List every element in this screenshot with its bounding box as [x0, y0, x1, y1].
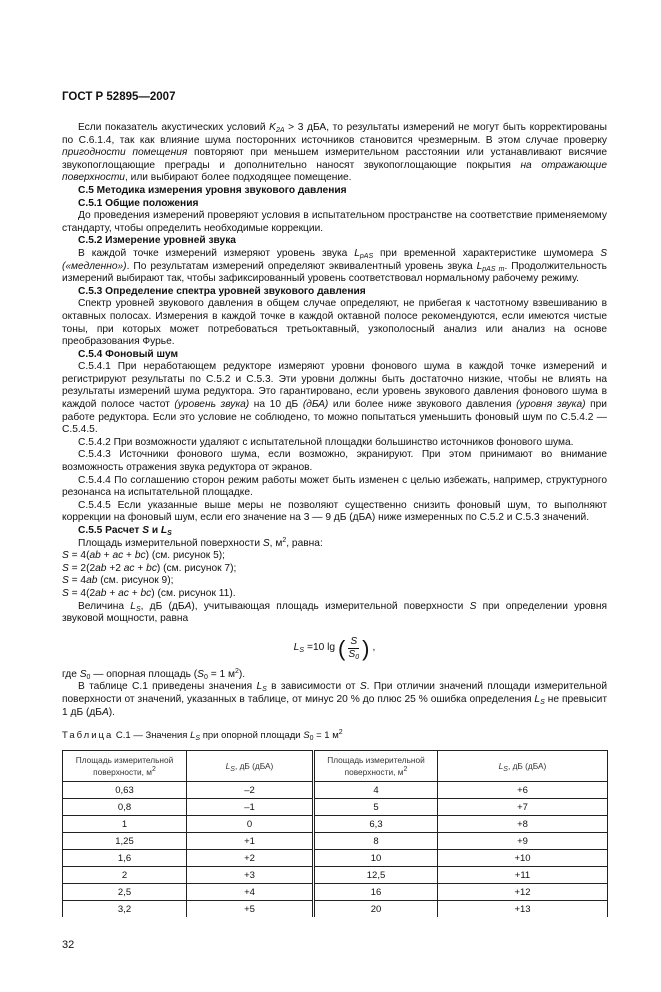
caption-mid: при опорной площади: [200, 730, 304, 742]
text-segment: С.5 Методика измерения уровня звукового давления: [78, 184, 347, 196]
paragraph: [62, 550, 607, 563]
table-cell: 0,63: [63, 782, 187, 799]
text-segment: . При отличии значений площади измерительной поверхности от значений, указанных в таблице, от минус 20 % до плюс 25 % ошибка определения: [62, 681, 608, 705]
text-segment: В каждой точке измерений измеряют уровень звука: [78, 247, 355, 259]
table-cell: 3,2: [63, 901, 187, 918]
text-segment: . По результатам измерений определяют эквивалентный уровень звука: [126, 260, 477, 272]
formula-lhs-sub: S: [299, 647, 304, 655]
text-segment: на отражающие поверхности: [62, 159, 607, 184]
den-sub: 0: [355, 654, 360, 662]
caption-end: = 1 м: [313, 730, 339, 742]
text-segment: и: [148, 525, 161, 536]
text-segment: S («медленно»): [62, 247, 607, 272]
text-segment: ) (см. рисунок 5);: [145, 550, 225, 562]
header-l-sub: S: [230, 766, 235, 774]
text-segment: ) (см. рисунок 11).: [151, 587, 236, 599]
text-segment: Величина: [78, 600, 131, 612]
text-segment: А: [101, 706, 109, 718]
header-area-1: [63, 751, 187, 782]
text-segment: = 1 м: [207, 668, 235, 680]
paren-right: ): [362, 635, 370, 661]
section-heading: [62, 198, 607, 211]
table-cell: 8: [314, 833, 438, 850]
text-segment: > 3 дБА, то результаты измерений не могут быть корректированы по С.6.1.4, так как влияние шума посторонних источников становится чрезмерным. В этом случае проверку: [62, 122, 607, 146]
text-segment: , м: [269, 537, 283, 549]
text-segment: ).: [238, 668, 246, 680]
paragraphs-section-2: [62, 669, 607, 719]
text-segment: = 2(2: [68, 562, 96, 574]
text-segment: L: [476, 260, 483, 272]
formula-lhs: L: [293, 642, 300, 654]
text-segment: pAS m: [482, 265, 505, 273]
text-segment: ab: [89, 550, 101, 562]
paragraph: [62, 210, 607, 235]
table-row: [63, 901, 608, 918]
table-row: [63, 782, 608, 799]
caption-l-sub: S: [195, 735, 201, 743]
table-cell: 1,25: [63, 833, 187, 850]
text-segment: S: [262, 686, 267, 694]
paragraph: [62, 500, 607, 525]
caption-s: S: [303, 730, 310, 742]
text-segment: L: [130, 600, 136, 612]
paren-left: (: [338, 635, 346, 661]
header-l-sub: S: [503, 766, 508, 774]
table-cell: +12: [438, 884, 608, 901]
caption-l: L: [190, 730, 196, 742]
table-cell: 10: [314, 850, 438, 867]
table-cell: 12,5: [314, 867, 438, 884]
table-row: [63, 867, 608, 884]
text-segment: K: [269, 122, 276, 133]
table-cell: 2: [63, 867, 187, 884]
text-segment: С.5.4.2 При возможности удаляют с испытательной площадки большинство источников фонового шума.: [78, 436, 574, 448]
table-cell: 6,3: [314, 816, 438, 833]
text-segment: , или выбирают более подходящее помещение.: [124, 172, 352, 184]
text-segment: +: [123, 550, 135, 562]
text-segment: +: [100, 550, 113, 562]
table-c1: [62, 750, 608, 917]
text-segment: ab: [95, 562, 107, 574]
text-segment: bc: [140, 587, 152, 599]
header-sup: 2: [151, 766, 156, 774]
table-cell: +7: [438, 799, 608, 816]
paragraph: [62, 437, 607, 450]
table-cell: +3: [187, 867, 314, 884]
text-segment: S: [262, 537, 270, 549]
paragraph: [62, 681, 607, 719]
text-segment: при временной характеристике шумомера: [373, 247, 601, 259]
text-segment: 0: [86, 673, 91, 681]
paragraph: [62, 298, 607, 348]
table-cell: +5: [187, 901, 314, 918]
table-row: [63, 833, 608, 850]
table-caption-text: С.1 — Значения: [115, 730, 191, 742]
text-segment: . Продолжительность измерений выбирают так, чтобы зафиксированный уровень соответствовал нормальному рабочему режиму.: [62, 260, 607, 285]
header-area-2: [314, 751, 438, 782]
text-segment: S: [62, 575, 69, 587]
text-segment: (уровня звука): [516, 399, 586, 411]
text-segment: S: [167, 530, 172, 537]
page-number: 32: [62, 939, 75, 952]
text-segment: в зависимости от: [266, 681, 360, 693]
table-cell: +9: [438, 833, 608, 850]
text-segment: С.5.3 Определение спектра уровней звукового давления: [78, 285, 366, 297]
paragraph: [62, 588, 607, 601]
text-segment: S: [359, 681, 367, 693]
document-header: ГОСТ Р 52895—2007: [62, 91, 176, 103]
paragraph: [62, 248, 607, 286]
caption-sup: 2: [338, 729, 343, 737]
table-caption-label: Таблица: [62, 730, 114, 742]
formula-eq: =10 lg: [307, 642, 336, 654]
text-segment: ), учитывающая площадь измерительной поверхности: [191, 600, 470, 612]
text-segment: А: [184, 600, 192, 612]
paragraph: [62, 361, 607, 437]
fraction: [348, 636, 359, 661]
text-segment: +2: [106, 562, 124, 574]
text-segment: С.5.1 Общие положения: [78, 197, 199, 209]
text-segment: , равна:: [286, 537, 323, 549]
table-caption: [62, 729, 607, 742]
text-segment: на 10 дБ: [249, 399, 303, 411]
table-row: [63, 850, 608, 867]
text-segment: — опорная площадь (: [90, 668, 198, 680]
text-segment: L: [534, 693, 541, 705]
paragraph: [62, 538, 607, 551]
den-symbol: S: [348, 649, 356, 661]
section-heading: [62, 185, 607, 198]
text-segment: bc: [146, 562, 157, 574]
text-segment: pAS: [359, 252, 374, 260]
section-heading: [62, 349, 607, 362]
paragraphs-section-1: [62, 122, 607, 626]
table-cell: –1: [187, 799, 314, 816]
text-segment: С.5.5 Расчет: [78, 525, 143, 536]
paragraph: [62, 563, 607, 576]
header-ls-1: [187, 751, 314, 782]
text-segment: = 4(2: [68, 587, 96, 599]
table-cell: 2,5: [63, 884, 187, 901]
text-segment: Площадь измерительной поверхности: [78, 537, 263, 549]
table-cell: 16: [314, 884, 438, 901]
section-heading: [62, 525, 607, 538]
text-segment: S: [135, 605, 141, 613]
text-segment: +: [128, 587, 141, 599]
text-segment: S: [79, 668, 87, 680]
text-segment: 0: [203, 673, 208, 681]
fraction-denominator: [348, 649, 359, 661]
text-segment: (см. рисунок 9);: [97, 575, 174, 587]
table-cell: +10: [438, 850, 608, 867]
fraction-numerator: S: [350, 636, 358, 648]
text-segment: не превысит 1 дБ (дБ: [62, 693, 607, 718]
header-text: , дБ (дБА): [507, 761, 547, 772]
text-segment: S: [469, 600, 477, 612]
text-segment: L: [256, 681, 263, 693]
paragraph: [62, 449, 607, 474]
header-l: L: [498, 761, 504, 772]
text-segment: С.5.2 Измерение уровней звука: [78, 235, 236, 247]
text-segment: +: [134, 562, 147, 574]
text-segment: L: [354, 247, 360, 259]
table-cell: +4: [187, 884, 314, 901]
table-body: [63, 782, 608, 918]
text-segment: 2: [235, 667, 239, 675]
table-row: [63, 816, 608, 833]
table-cell: 5: [314, 799, 438, 816]
text-segment: 2: [282, 536, 287, 544]
text-segment: = 4: [68, 575, 87, 587]
paragraph: [62, 669, 607, 682]
text-segment: 2A: [275, 127, 285, 134]
text-segment: где: [62, 668, 80, 680]
paragraph: [62, 122, 607, 185]
header-sup: 2: [403, 766, 408, 774]
table-cell: 0: [187, 816, 314, 833]
table-cell: –2: [187, 782, 314, 799]
text-segment: при работе редуктора. Если это условие не соблюдено, то можно попытаться уменьшить фоновый шум по С.5.4.2 — С.5.4.5.: [62, 399, 607, 436]
text-segment: С.5.4 Фоновый шум: [78, 348, 179, 360]
table-cell: +1: [187, 833, 314, 850]
text-segment: bc: [134, 550, 146, 562]
text-segment: Если показатель акустических условий: [78, 122, 270, 133]
text-segment: или более ниже звукового давления: [328, 399, 517, 411]
header-text: Площадь измерительной поверхности, м: [327, 755, 425, 778]
table-cell: +6: [438, 782, 608, 799]
text-segment: (дБА): [302, 399, 329, 411]
header-text: Площадь измерительной поверхности, м: [75, 755, 174, 778]
text-segment: S: [197, 668, 204, 680]
text-segment: ) (см. рисунок 7);: [156, 562, 237, 574]
table-cell: +11: [438, 867, 608, 884]
section-heading: [62, 286, 607, 299]
table-cell: 4: [314, 782, 438, 799]
text-segment: S: [62, 550, 69, 562]
table-cell: 1,6: [63, 850, 187, 867]
text-segment: ab: [95, 587, 107, 599]
text-segment: Спектр уровней звукового давления в общем случае определяют, не прибегая к частотному взвешиванию в октавных полосах. Измерения в каждой точке в каждой октавной полосе рекомендуются, если имеются чистые тоны, при которых может потребоваться третьоктавный, узкополосный анализ или анализ на основе преобразования Фурье.: [62, 298, 607, 348]
table-row: [63, 884, 608, 901]
table-cell: 1: [63, 816, 187, 833]
text-segment: ac: [123, 562, 135, 574]
formula-tail: ,: [372, 642, 376, 654]
paragraph: [62, 601, 607, 626]
table-cell: +2: [187, 850, 314, 867]
section-heading: [62, 235, 607, 248]
header-text: , дБ (дБА): [234, 761, 274, 772]
text-segment: L: [160, 525, 168, 536]
text-segment: , дБ (дБ: [140, 600, 185, 612]
text-segment: S: [142, 525, 149, 536]
text-segment: С.5.4.1 При неработающем редукторе измеряют уровни фонового шума в каждой точке измерений и регистрируют результаты по С.5.2 и С.5.3. Эти уровни должны быть достаточно низкие, чтобы не влиять на результаты измерений шума редуктора. Это гарантировано, если уровень звукового давления фонового шума в каждой полосе частот: [62, 361, 607, 411]
text-segment: S: [62, 562, 69, 574]
table-row: [63, 799, 608, 816]
text-segment: при определении уровня звуковой мощности, равна: [62, 600, 607, 625]
text-segment: ab: [86, 575, 98, 587]
text-segment: С.5.4.5 Если указанные выше меры не позволяют существенно снизить фоновый шум, то выполняют коррекции на фоновый шум, если его значение на 3 — 9 дБ (дБА) ниже измеренных по С.5.2 и С.5.3 значений.: [62, 499, 607, 524]
text-segment: С.5.4.4 По соглашению сторон режим работы может быть изменен с целью избежать, например, структурного резонанса на испытательной площадке.: [62, 474, 607, 499]
text-segment: ac: [118, 587, 129, 599]
table-cell: 20: [314, 901, 438, 918]
text-segment: = 4(: [68, 550, 90, 562]
text-segment: +: [106, 587, 119, 599]
text-segment: пригодности помещения: [62, 147, 188, 159]
table-header-row: [63, 751, 608, 782]
text-segment: S: [540, 698, 545, 706]
paragraph: [62, 575, 607, 588]
text-segment: S: [62, 587, 69, 599]
text-segment: С.5.4.3 Источники фонового шума, если возможно, экранируют. При этом принимают во внимание возможность отражения звука редуктора от экранов.: [62, 449, 607, 474]
formula-lhs-group: [294, 642, 304, 655]
text-segment: В таблице С.1 приведены значения: [78, 681, 257, 693]
text-segment: ).: [108, 706, 116, 718]
caption-s-sub: 0: [309, 735, 314, 743]
table-cell: 0,8: [63, 799, 187, 816]
formula-ls: [62, 635, 607, 663]
header-ls-2: [438, 751, 608, 782]
text-segment: До проведения измерений проверяют условия в испытательном пространстве на соответствие применяемому стандарту, чтобы определить необходимые коррекции.: [62, 210, 607, 234]
document-body: [62, 122, 607, 952]
text-segment: (уровень звука): [174, 399, 250, 411]
table-cell: +13: [438, 901, 608, 918]
header-l: L: [225, 761, 231, 772]
paragraph: [62, 475, 607, 500]
table-cell: +8: [438, 816, 608, 833]
text-segment: повторяют при меньшем измерительном расстоянии или устанавливают висячие звукопоглощающие преграды и дополнительно наносят звукопоглощающие покрытия: [62, 147, 607, 171]
text-segment: ac: [112, 550, 124, 562]
